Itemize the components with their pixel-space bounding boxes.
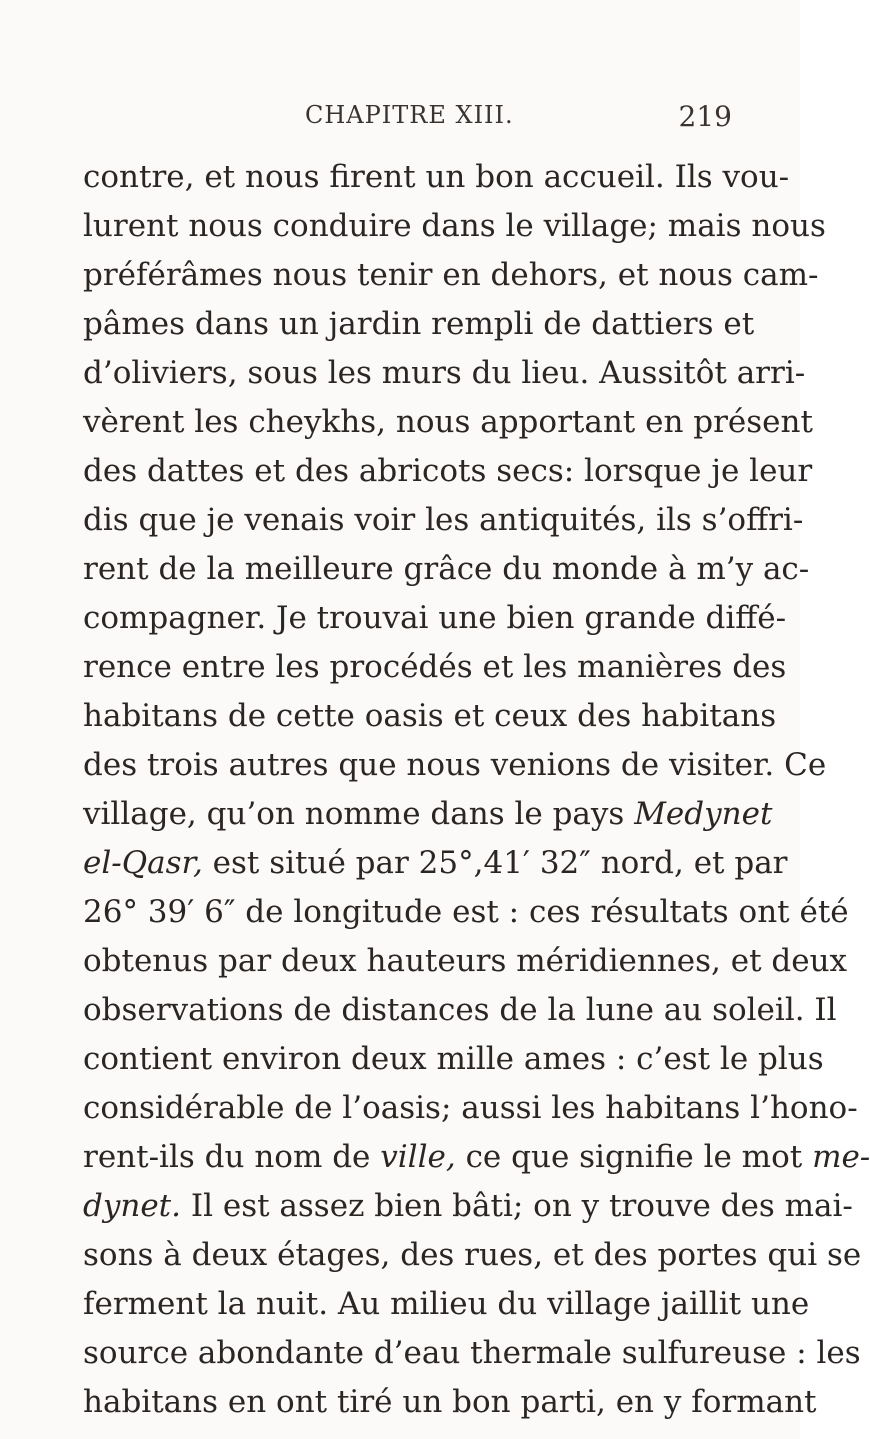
italic-place-name: Medynet bbox=[634, 796, 773, 832]
text-line-content: est situé par 25°,41′ 32″ nord, et par bbox=[202, 845, 788, 881]
text-line-content: vèrent les cheykhs, nous apportant en présent bbox=[83, 404, 813, 440]
text-line-content: des dattes et des abricots secs: lorsque je leur bbox=[83, 453, 813, 489]
text-line bbox=[83, 1035, 824, 1084]
italic-word: dynet. bbox=[83, 1188, 181, 1224]
text-line bbox=[83, 741, 827, 790]
text-line-content: village, qu’on nomme dans le pays bbox=[83, 796, 635, 832]
text-line-content: lurent nous conduire dans le village; mais nous bbox=[83, 208, 826, 244]
text-line bbox=[83, 251, 819, 300]
text-line bbox=[83, 1133, 870, 1182]
text-line-content: source abondante d’eau thermale sulfureuse : les bbox=[83, 1335, 861, 1371]
body-text bbox=[83, 153, 870, 1427]
text-line-content: des trois autres que nous venions de visiter. Ce bbox=[83, 747, 827, 783]
text-line-content: Il est assez bien bâti; on y trouve des mai- bbox=[180, 1188, 853, 1224]
text-line bbox=[83, 1084, 858, 1133]
text-line-content: observations de distances de la lune au soleil. Il bbox=[83, 992, 837, 1028]
text-line-content: sons à deux étages, des rues, et des portes qui se bbox=[83, 1237, 862, 1273]
italic-word: ville, bbox=[380, 1139, 456, 1175]
chapter-title: CHAPITRE XIII. bbox=[305, 101, 514, 129]
text-line bbox=[83, 300, 755, 349]
text-line-content: considérable de l’oasis; aussi les habitans l’hono- bbox=[83, 1090, 858, 1126]
text-line-content: compagner. Je trouvai une bien grande diffé- bbox=[83, 600, 787, 636]
text-line bbox=[83, 496, 804, 545]
text-line bbox=[83, 447, 813, 496]
italic-word: me- bbox=[812, 1139, 870, 1175]
text-line-content: ferment la nuit. Au milieu du village jaillit une bbox=[83, 1286, 810, 1322]
text-line-content: habitans de cette oasis et ceux des habitans bbox=[83, 698, 777, 734]
text-line bbox=[83, 937, 848, 986]
text-line-content: obtenus par deux hauteurs méridiennes, et deux bbox=[83, 943, 848, 979]
text-line-content: rence entre les procédés et les manières des bbox=[83, 649, 787, 685]
text-line bbox=[83, 1378, 817, 1427]
text-line-content: d’oliviers, sous les murs du lieu. Aussitôt arri- bbox=[83, 355, 806, 391]
text-line bbox=[83, 888, 849, 937]
text-line-content: dis que je venais voir les antiquités, ils s’offri- bbox=[83, 502, 804, 538]
text-line-content: contre, et nous firent un bon accueil. Ils vou- bbox=[83, 159, 790, 195]
text-line-content: préférâmes nous tenir en dehors, et nous cam- bbox=[83, 257, 819, 293]
text-line-content: pâmes dans un jardin rempli de dattiers et bbox=[83, 306, 755, 342]
page-number: 219 bbox=[678, 100, 732, 133]
text-line bbox=[83, 398, 813, 447]
text-line bbox=[83, 594, 787, 643]
text-line bbox=[83, 692, 777, 741]
text-line bbox=[83, 790, 773, 839]
text-line bbox=[83, 153, 790, 202]
text-line bbox=[83, 202, 826, 251]
text-line bbox=[83, 643, 787, 692]
text-line-content: habitans en ont tiré un bon parti, en y formant bbox=[83, 1384, 817, 1420]
text-line bbox=[83, 1280, 810, 1329]
text-line bbox=[83, 986, 837, 1035]
text-line bbox=[83, 1182, 853, 1231]
text-line-content: rent-ils du nom de bbox=[83, 1139, 381, 1175]
text-line bbox=[83, 349, 806, 398]
text-line bbox=[83, 545, 810, 594]
italic-place-name: el-Qasr, bbox=[83, 845, 203, 881]
text-line bbox=[83, 839, 788, 888]
text-line bbox=[83, 1329, 861, 1378]
text-line-content: contient environ deux mille ames : c’est le plus bbox=[83, 1041, 824, 1077]
text-line bbox=[83, 1231, 862, 1280]
running-head bbox=[82, 101, 732, 131]
text-line-content: 26° 39′ 6″ de longitude est : ces résultats ont été bbox=[83, 894, 849, 930]
text-line-content: rent de la meilleure grâce du monde à m’y ac- bbox=[83, 551, 810, 587]
text-line-content: ce que signifie le mot bbox=[455, 1139, 813, 1175]
